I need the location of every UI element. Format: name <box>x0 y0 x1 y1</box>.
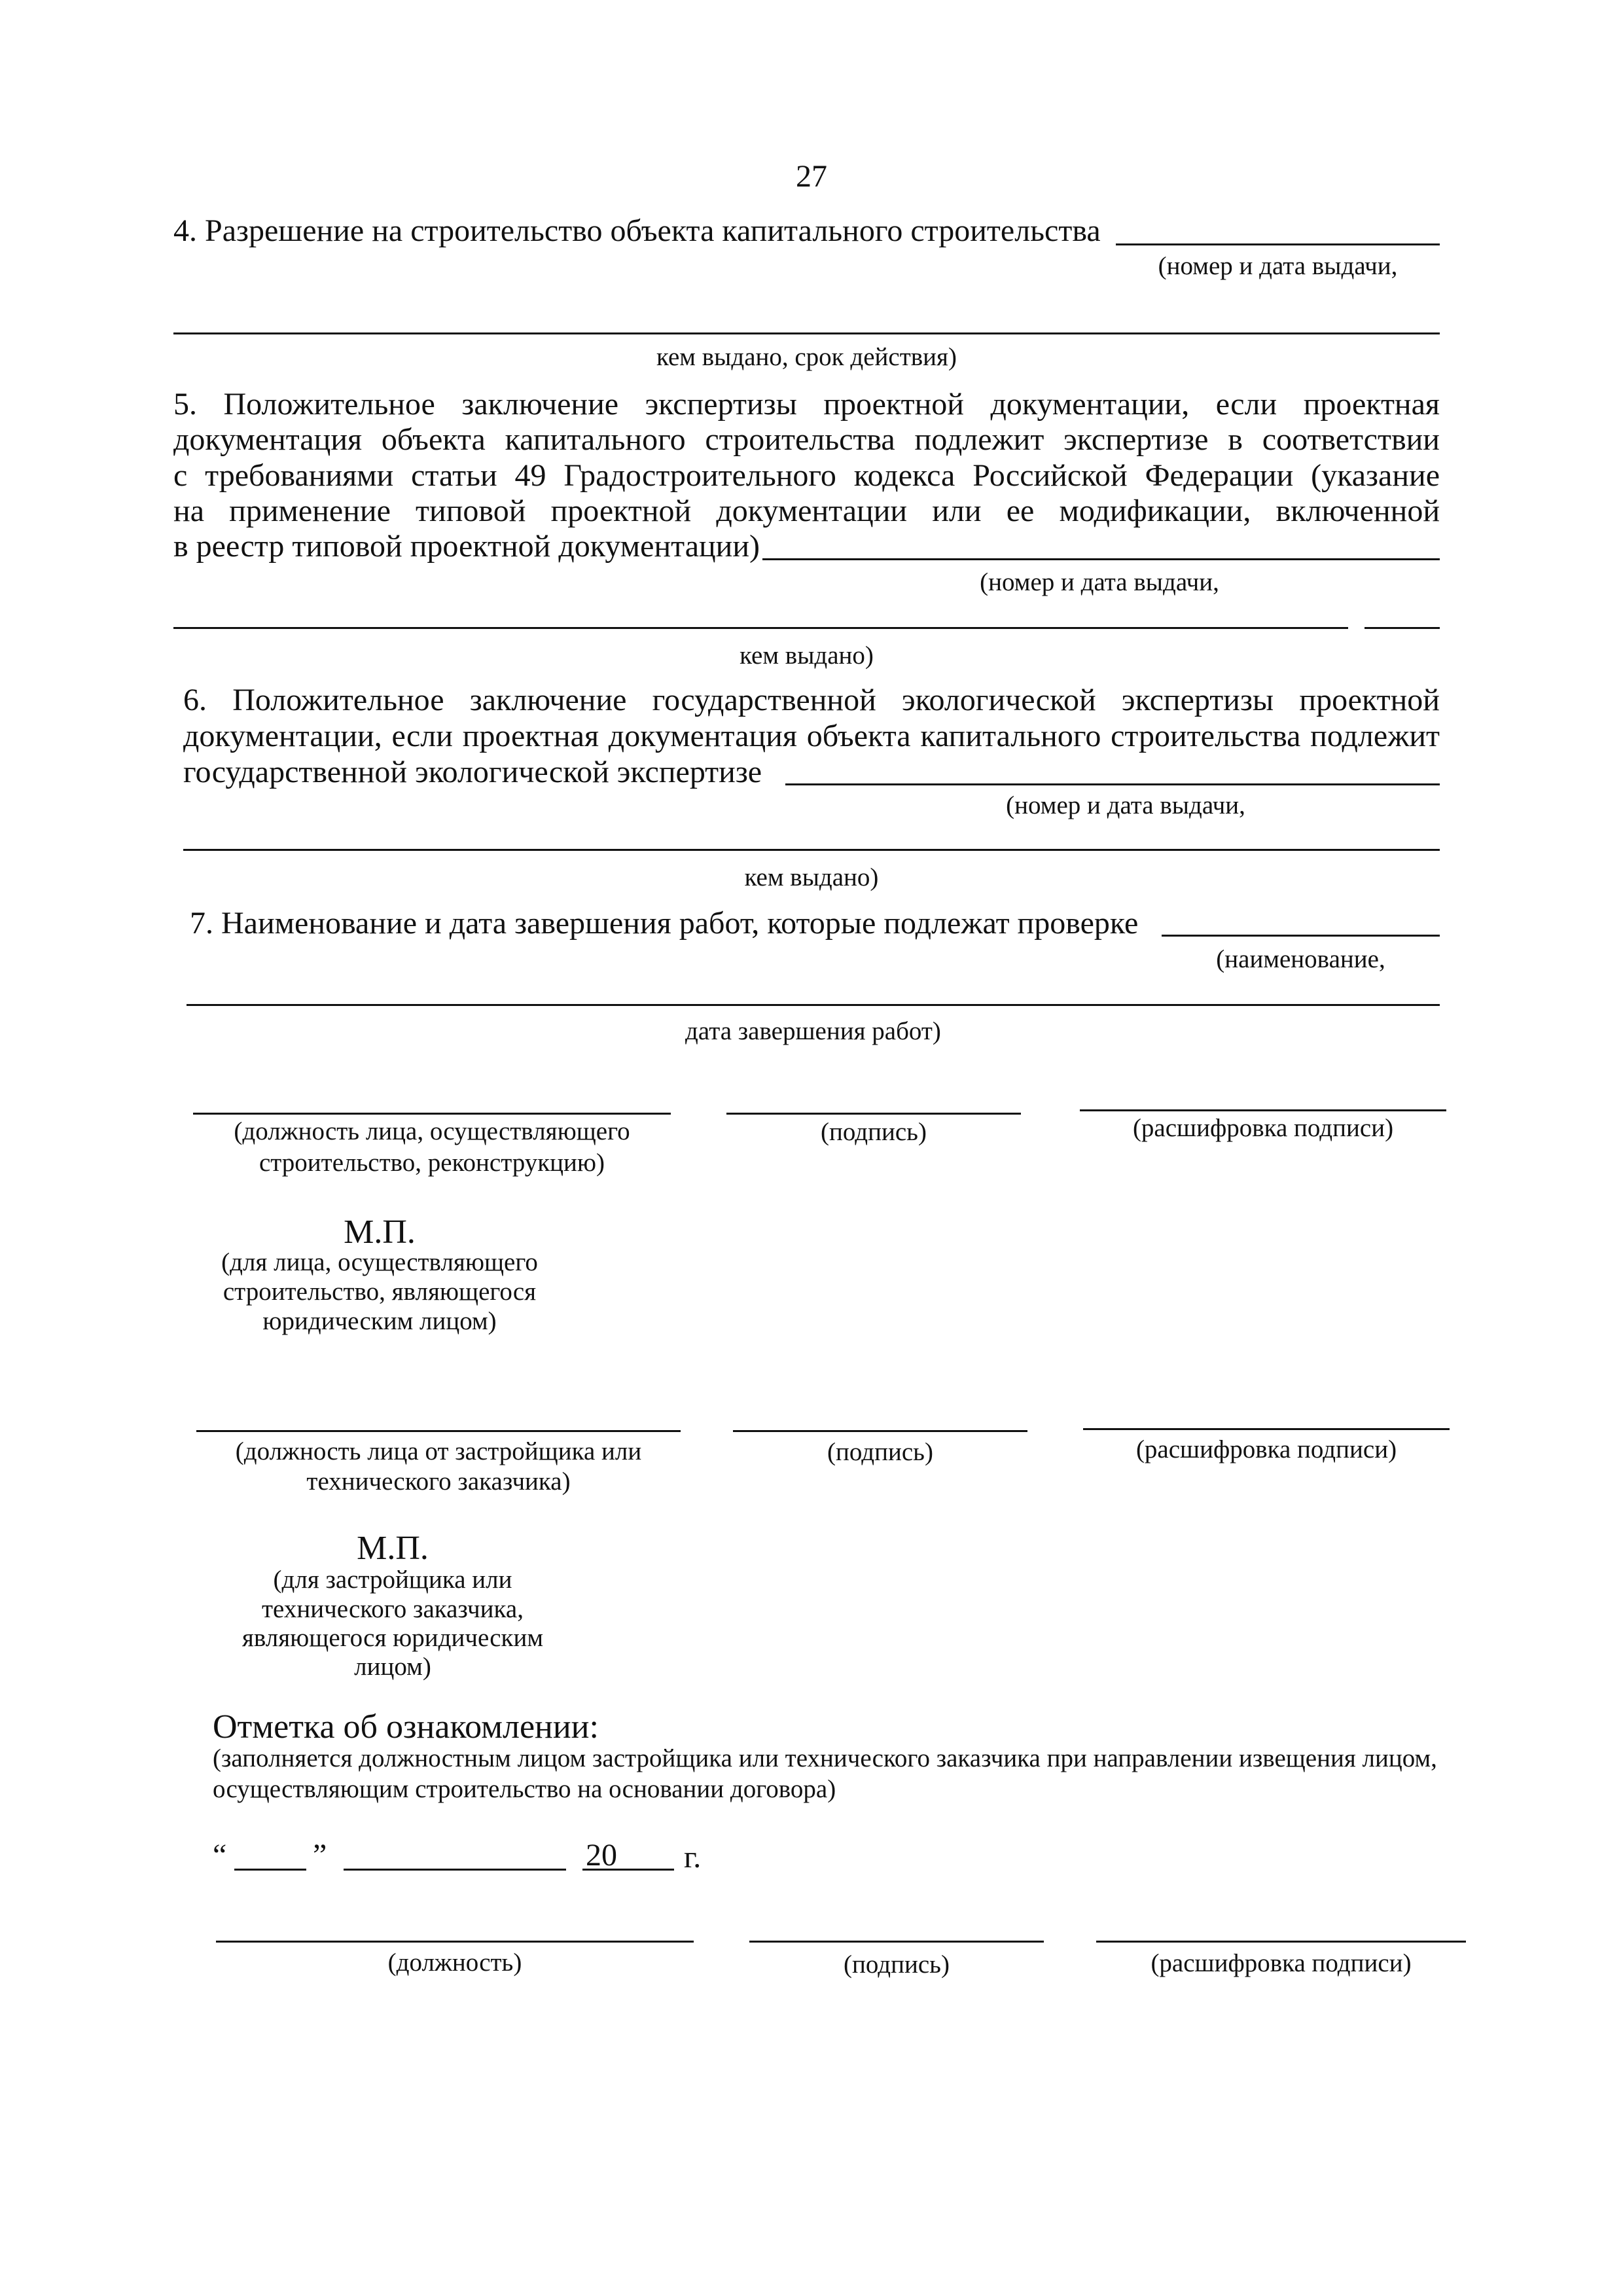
item4-field-line-2[interactable] <box>173 332 1440 334</box>
date-quote-open: “ <box>213 1838 227 1873</box>
item5-line5: в реестр типовой проектной документации) <box>173 529 760 564</box>
date-year-suffix: г. <box>684 1840 702 1874</box>
sig2-stamp-note-3: являющегося юридическим <box>241 1624 544 1652</box>
sig2-stamp-note-4: лицом) <box>354 1653 431 1681</box>
item6-line1: 6. Положительное заключение государственной экологической экспертизы проектной <box>183 683 1440 717</box>
date-day-field[interactable] <box>234 1869 306 1871</box>
item5-hint2: кем выдано) <box>740 641 874 670</box>
sig1-stamp-note-2: строительство, являющегося <box>223 1278 537 1306</box>
date-year-prefix: 20 <box>586 1838 617 1873</box>
item6-hint1: (номер и дата выдачи, <box>1006 791 1245 819</box>
acknowledgement-title: Отметка об ознакомлении: <box>213 1708 599 1746</box>
sig2-stamp-note-2: технического заказчика, <box>262 1595 524 1623</box>
sig1-signature-line[interactable] <box>726 1113 1021 1115</box>
item5-line1: 5. Положительное заключение экспертизы проектной документации, если проектная <box>173 387 1440 422</box>
ack-signature-line[interactable] <box>749 1941 1044 1943</box>
sig1-position-line[interactable] <box>193 1113 671 1115</box>
date-quote-close: ” <box>313 1838 327 1873</box>
item7-hint1: (наименование, <box>1216 945 1385 973</box>
sig1-position-caption-1: (должность лица, осуществляющего <box>234 1117 630 1145</box>
item4-hint1: (номер и дата выдачи, <box>1158 252 1398 280</box>
item6-field-line[interactable] <box>785 783 1440 785</box>
ack-decoding-caption: (расшифровка подписи) <box>1150 1949 1412 1977</box>
sig2-signature-line[interactable] <box>733 1430 1027 1432</box>
sig2-stamp-label: М.П. <box>357 1530 429 1567</box>
item7-label: 7. Наименование и дата завершения работ, которые подлежат проверке <box>190 906 1139 941</box>
item5-field-line-3[interactable] <box>1364 627 1440 629</box>
sig1-position-caption-2: строительство, реконструкцию) <box>259 1149 605 1177</box>
sig2-stamp-note-1: (для застройщика или <box>273 1566 512 1594</box>
item4-hint2: кем выдано, срок действия) <box>656 343 957 371</box>
sig1-stamp-note-1: (для лица, осуществляющего <box>221 1248 538 1276</box>
item5-field-line-2[interactable] <box>173 627 1348 629</box>
sig2-signature-caption: (подпись) <box>827 1438 933 1466</box>
item4-field-line[interactable] <box>1116 243 1440 245</box>
sig1-signature-caption: (подпись) <box>821 1118 927 1146</box>
date-month-field[interactable] <box>344 1869 566 1871</box>
item5-field-line[interactable] <box>762 558 1440 560</box>
item6-field-line-2[interactable] <box>183 849 1440 851</box>
sig2-decoding-line[interactable] <box>1083 1428 1450 1430</box>
sig2-position-caption-1: (должность лица от застройщика или <box>235 1437 642 1465</box>
sig1-stamp-label: М.П. <box>344 1213 416 1251</box>
item5-line2: документация объекта капитального строительства подлежит экспертизе в соответствии <box>173 422 1440 457</box>
ack-position-caption: (должность) <box>387 1948 522 1977</box>
item6-line3: государственной экологической экспертизе <box>183 755 762 789</box>
sig2-position-line[interactable] <box>196 1430 681 1432</box>
sig1-decoding-caption: (расшифровка подписи) <box>1132 1114 1394 1142</box>
acknowledgement-note-1: (заполняется должностным лицом застройщика или технического заказчика при направлении извещения лицом, <box>213 1744 1437 1772</box>
page-number: 27 <box>796 159 827 194</box>
ack-signature-caption: (подпись) <box>844 1950 950 1979</box>
date-year-field[interactable] <box>582 1869 674 1871</box>
sig2-position-caption-2: технического заказчика) <box>306 1467 571 1496</box>
item6-hint2: кем выдано) <box>744 863 879 891</box>
item4-label: 4. Разрешение на строительство объекта капитального строительства <box>173 213 1101 248</box>
ack-position-line[interactable] <box>216 1941 694 1943</box>
item5-line4: на применение типовой проектной документации или ее модификации, включенной <box>173 493 1440 528</box>
item7-hint2: дата завершения работ) <box>685 1017 941 1045</box>
item5-line3: с требованиями статьи 49 Градостроительного кодекса Российской Федерации (указание <box>173 458 1440 493</box>
sig2-decoding-caption: (расшифровка подписи) <box>1135 1435 1397 1463</box>
item5-hint1: (номер и дата выдачи, <box>980 568 1219 596</box>
item7-field-line[interactable] <box>1162 935 1440 937</box>
item7-field-line-2[interactable] <box>187 1004 1440 1006</box>
sig1-stamp-note-3: юридическим лицом) <box>262 1307 497 1335</box>
ack-decoding-line[interactable] <box>1096 1941 1466 1943</box>
item6-line2: документации, если проектная документация объекта капитального строительства подлежит <box>183 719 1440 753</box>
acknowledgement-note-2: осуществляющим строительство на основании договора) <box>213 1775 836 1803</box>
sig1-decoding-line[interactable] <box>1080 1109 1446 1111</box>
